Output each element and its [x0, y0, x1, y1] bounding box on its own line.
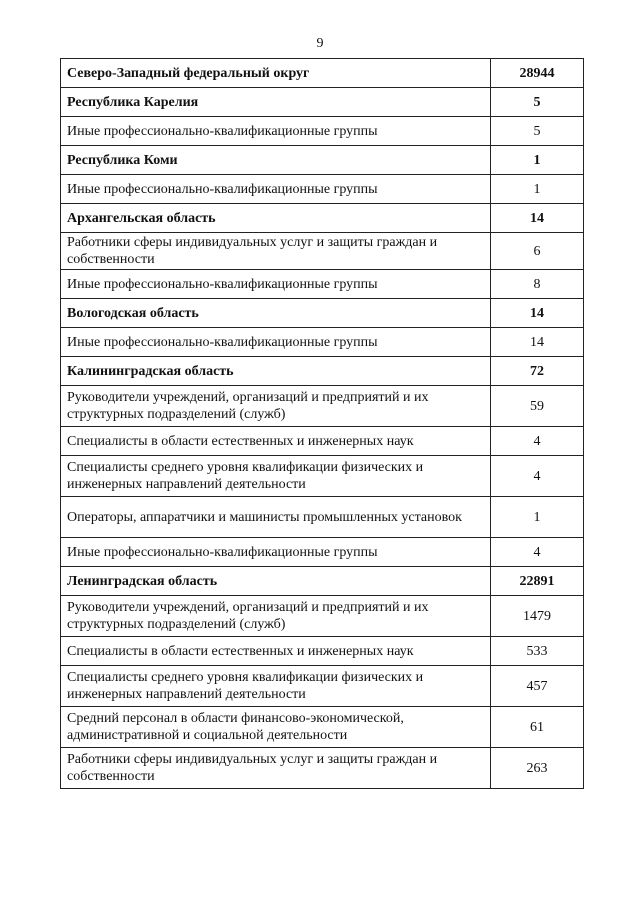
row-label: Специалисты среднего уровня квалификации физических и инженерных направлений деятельности [61, 666, 491, 707]
row-label: Руководители учреждений, организаций и предприятий и их структурных подразделений (служб) [61, 596, 491, 637]
region-row [61, 88, 584, 117]
row-value: 1 [491, 175, 584, 204]
table-row [61, 328, 584, 357]
table-row [61, 175, 584, 204]
region-row [61, 299, 584, 328]
row-value: 263 [491, 748, 584, 789]
page-number: 9 [316, 36, 324, 51]
row-value: 14 [491, 204, 584, 233]
row-label: Северо-Западный федеральный округ [61, 59, 491, 88]
table-row [61, 456, 584, 497]
row-label: Средний персонал в области финансово-экономической, административной и социальной деятельности [61, 707, 491, 748]
table-row [61, 117, 584, 146]
row-label: Иные профессионально-квалификационные группы [61, 175, 491, 204]
row-value: 5 [491, 117, 584, 146]
row-value: 61 [491, 707, 584, 748]
row-label: Специалисты среднего уровня квалификации физических и инженерных направлений деятельности [61, 456, 491, 497]
row-label: Иные профессионально-квалификационные группы [61, 538, 491, 567]
row-label: Специалисты в области естественных и инженерных наук [61, 427, 491, 456]
table-row [61, 538, 584, 567]
row-value: 4 [491, 538, 584, 567]
row-value: 4 [491, 427, 584, 456]
table-row [61, 596, 584, 637]
table-row [61, 497, 584, 538]
row-value: 5 [491, 88, 584, 117]
table-row [61, 748, 584, 789]
table-row [61, 427, 584, 456]
row-label: Специалисты в области естественных и инженерных наук [61, 637, 491, 666]
region-row [61, 357, 584, 386]
table-row [61, 666, 584, 707]
row-value: 8 [491, 270, 584, 299]
region-row [61, 567, 584, 596]
row-label: Работники сферы индивидуальных услуг и защиты граждан и собственности [61, 748, 491, 789]
table-row [61, 386, 584, 427]
row-value: 14 [491, 299, 584, 328]
row-label: Иные профессионально-квалификационные группы [61, 328, 491, 357]
region-row [61, 146, 584, 175]
row-label: Ленинградская область [61, 567, 491, 596]
row-value: 1479 [491, 596, 584, 637]
table-row [61, 270, 584, 299]
row-label: Иные профессионально-квалификационные группы [61, 117, 491, 146]
row-label: Иные профессионально-квалификационные группы [61, 270, 491, 299]
table-body [61, 59, 584, 789]
table-row [61, 233, 584, 270]
row-label: Работники сферы индивидуальных услуг и защиты граждан и собственности [61, 233, 491, 270]
row-value: 14 [491, 328, 584, 357]
row-value: 1 [491, 146, 584, 175]
row-label: Калининградская область [61, 357, 491, 386]
row-value: 72 [491, 357, 584, 386]
row-label: Руководители учреждений, организаций и предприятий и их структурных подразделений (служб) [61, 386, 491, 427]
row-value: 4 [491, 456, 584, 497]
row-value: 59 [491, 386, 584, 427]
row-label: Вологодская область [61, 299, 491, 328]
region-row [61, 204, 584, 233]
row-label: Архангельская область [61, 204, 491, 233]
row-value: 457 [491, 666, 584, 707]
row-label: Республика Карелия [61, 88, 491, 117]
table-row [61, 707, 584, 748]
row-value: 22891 [491, 567, 584, 596]
row-value: 28944 [491, 59, 584, 88]
row-value: 533 [491, 637, 584, 666]
row-value: 1 [491, 497, 584, 538]
statistics-table [60, 58, 584, 789]
row-label: Республика Коми [61, 146, 491, 175]
table-row [61, 637, 584, 666]
row-label: Операторы, аппаратчики и машинисты промышленных установок [61, 497, 491, 538]
region-row [61, 59, 584, 88]
row-value: 6 [491, 233, 584, 270]
